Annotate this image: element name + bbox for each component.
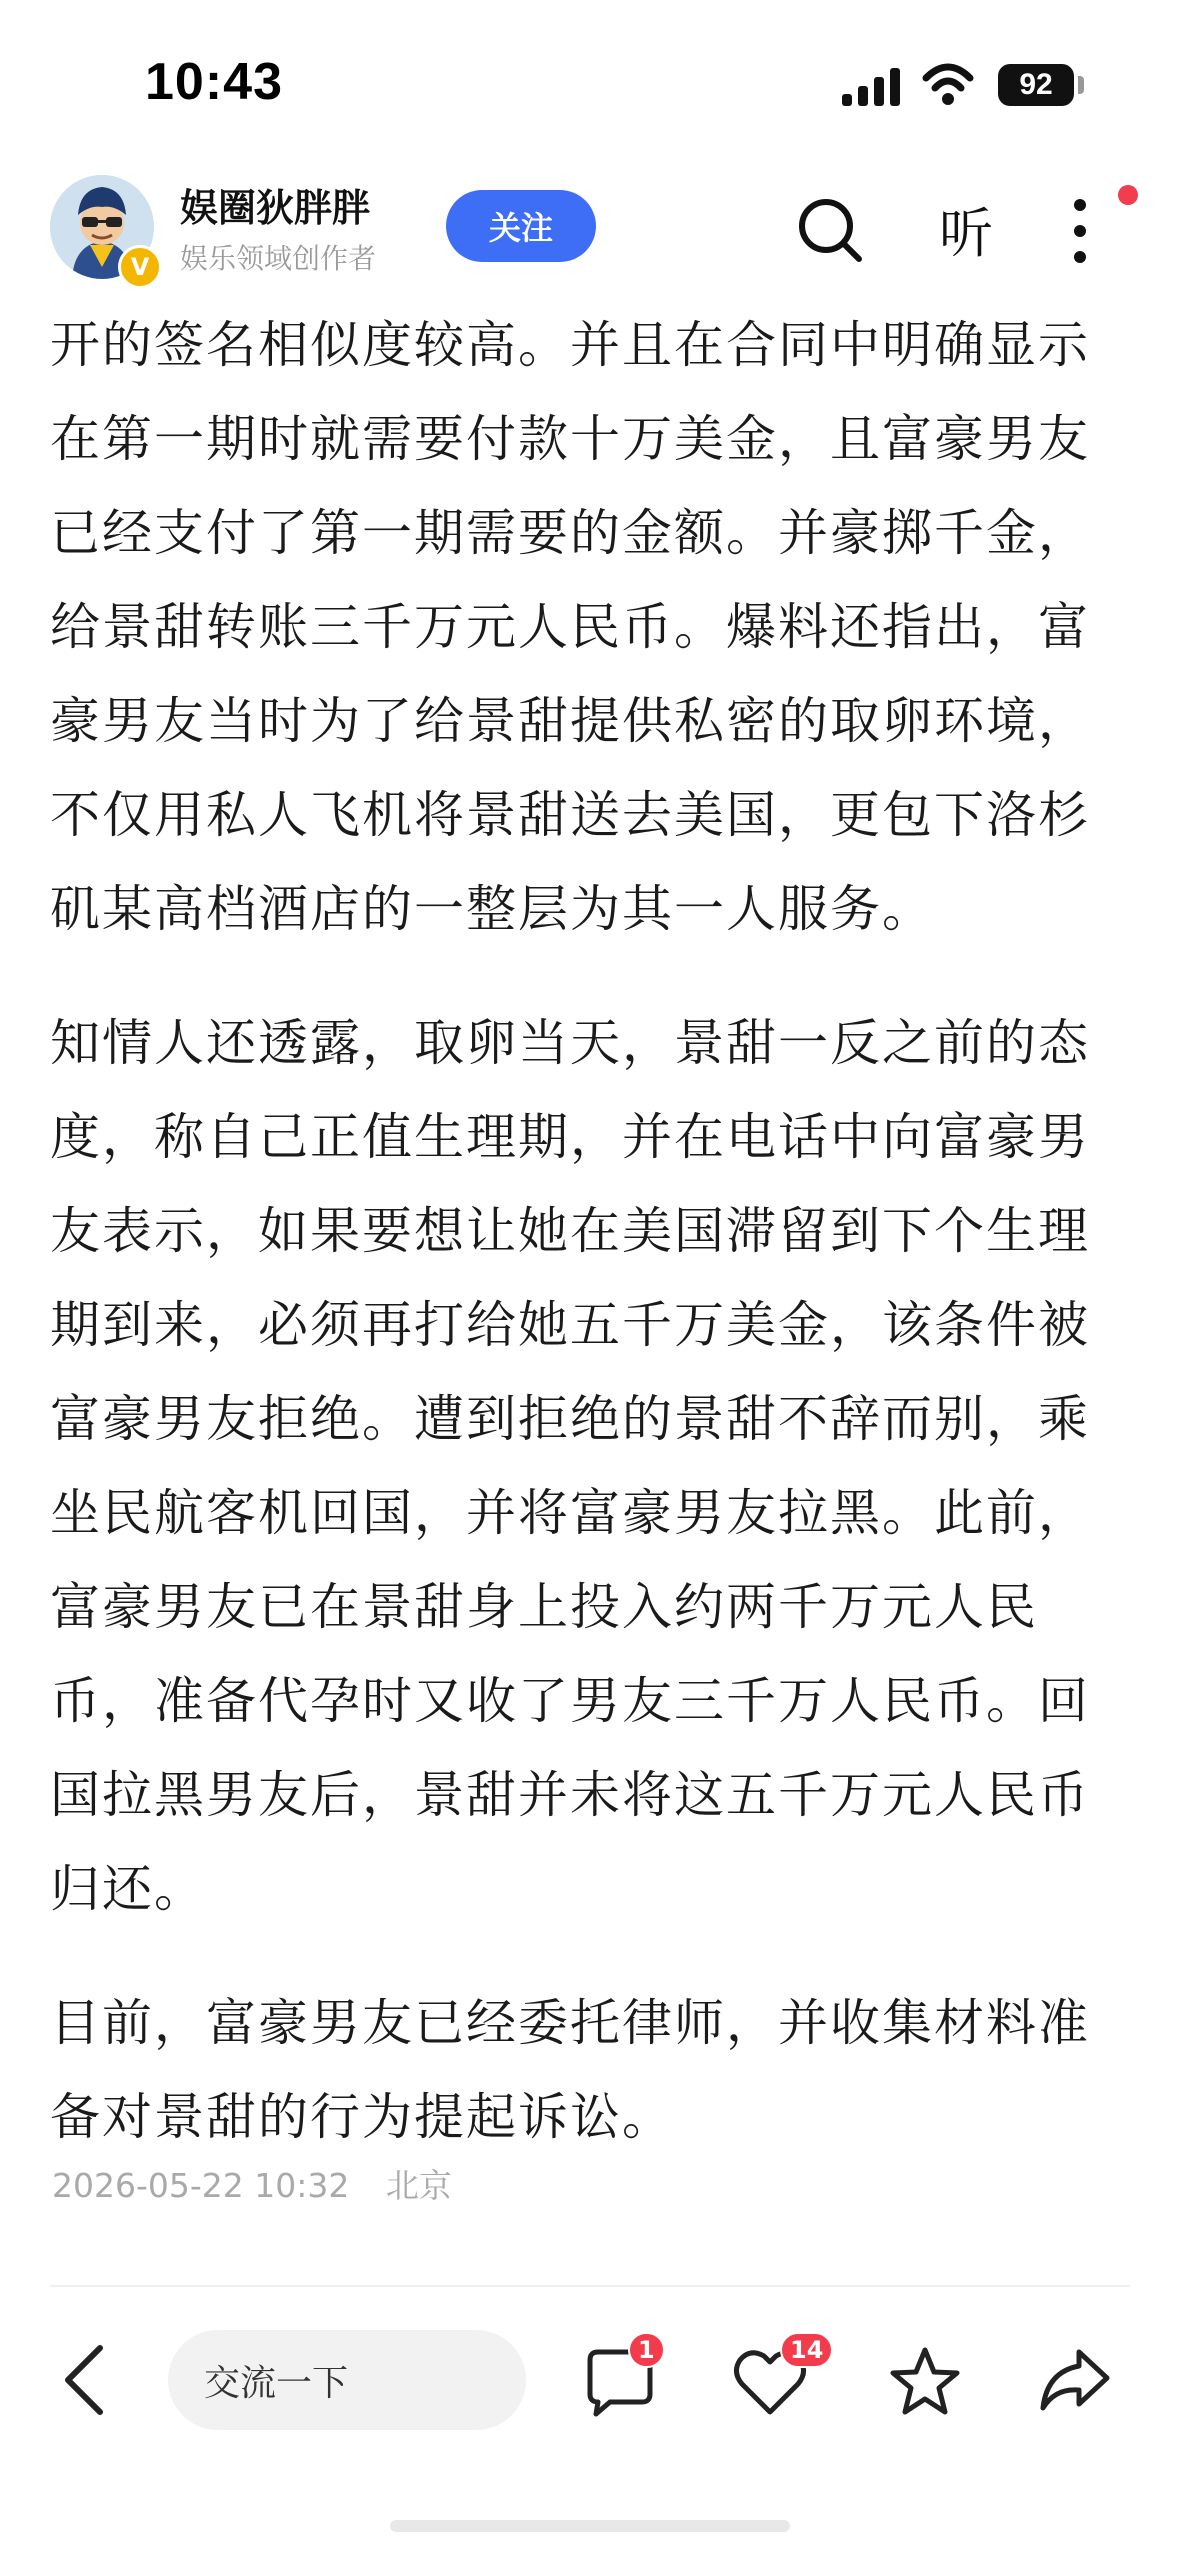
battery-cap (1078, 76, 1084, 94)
author-name[interactable]: 娱圈狄胖胖 (180, 186, 371, 230)
article-header (0, 165, 1179, 295)
wifi-icon (922, 62, 974, 106)
share-arrow-icon[interactable] (1035, 2342, 1115, 2422)
bottom-action-bar (0, 2310, 1179, 2450)
battery-indicator: 92 (998, 64, 1074, 106)
listen-button[interactable]: 听 (939, 201, 993, 265)
back-arrow-icon[interactable] (52, 2340, 122, 2420)
divider (50, 2285, 1130, 2287)
like-count-badge: 14 (780, 2332, 833, 2368)
article-meta (52, 2160, 452, 2207)
follow-button[interactable]: 关注 (446, 190, 596, 262)
article-paragraph: 开的签名相似度较高。并且在合同中明确显示在第一期时就需要付款十万美金，且富豪男友已经支付了第一期需要的金额。并豪掷千金，给景甜转账三千万元人民币。爆料还指出，富豪男友当时为了给景甜提供私密的取卵环境，不仅用私人飞机将景甜送去美国，更包下洛杉矶某高档酒店的一整层为其一人服务。 (50, 316, 1090, 938)
publish-date: 2026-05-22 10:32 (52, 2166, 350, 2205)
search-icon[interactable] (795, 195, 865, 265)
author-description: 娱乐领域创作者 (180, 242, 377, 275)
article-paragraph: 知情人还透露，取卵当天，景甜一反之前的态度，称自己正值生理期，并在电话中向富豪男友表示，如果要想让她在美国滞留到下个生理期到来，必须再打给她五千万美金，该条件被富豪男友拒绝。遭到拒绝的景甜不辞而别，乘坐民航客机回国，并将富豪男友拉黑。此前，富豪男友已在景甜身上投入约两千万元人民币，准备代孕时又收了男友三千万人民币。回国拉黑男友后，景甜并未将这五千万元人民币归还。 (50, 1014, 1090, 1918)
cellular-signal-icon (842, 68, 900, 106)
comment-count-badge: 1 (628, 2332, 665, 2368)
publish-location: 北京 (385, 2166, 452, 2205)
status-bar (0, 0, 1179, 160)
more-options-icon[interactable] (1060, 195, 1100, 267)
article-body (50, 298, 1130, 2164)
comment-input[interactable]: 交流一下 (168, 2330, 526, 2430)
article-paragraph: 目前，富豪男友已经委托律师，并收集材料准备对景甜的行为提起诉讼。 (50, 1994, 1090, 2146)
status-time: 10:43 (145, 53, 283, 111)
favorite-star-icon[interactable] (885, 2342, 965, 2422)
home-indicator (390, 2520, 790, 2532)
verified-badge-icon: V (118, 245, 162, 289)
notification-dot (1118, 185, 1138, 205)
